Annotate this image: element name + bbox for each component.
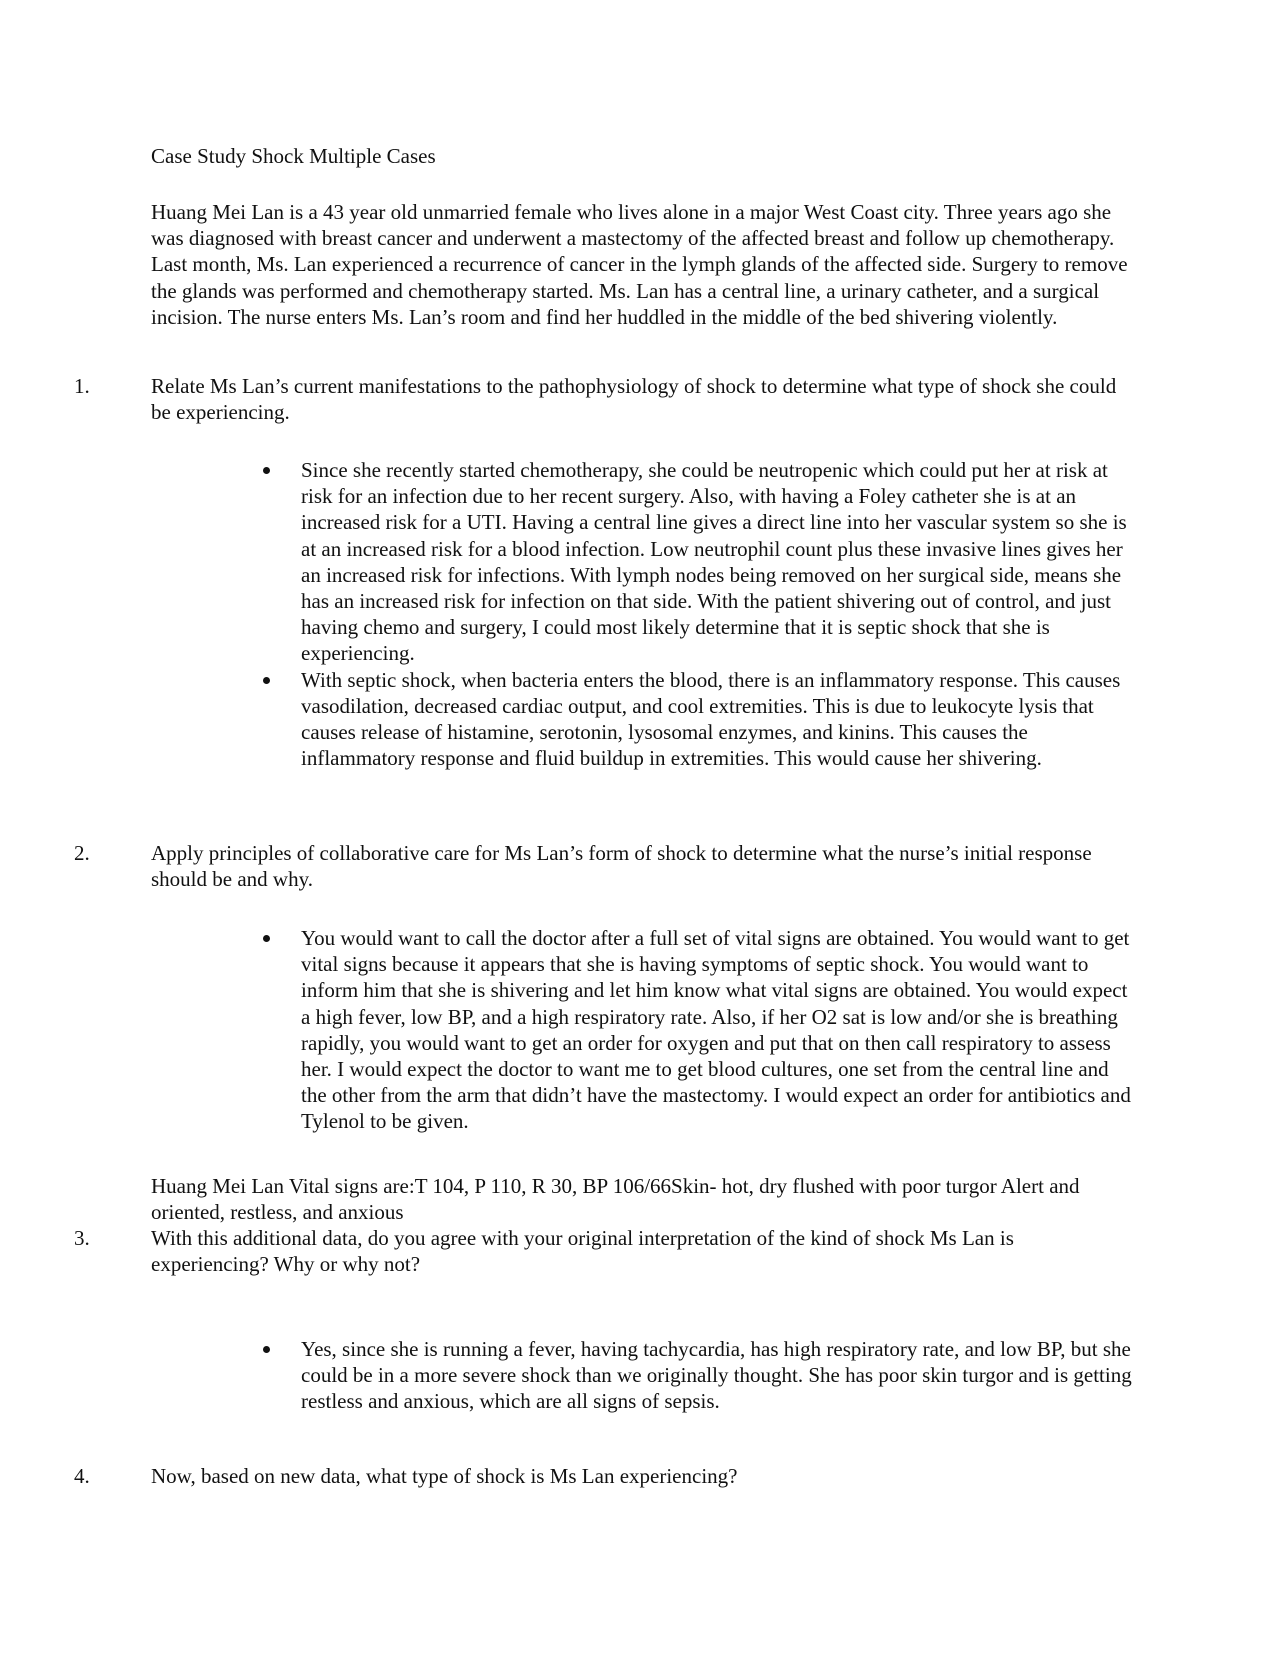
vital-signs-paragraph: Huang Mei Lan Vital signs are:T 104, P 110, R 30, BP 106/66Skin- hot, dry flushed with poor turgor Alert and oriented, restless, and anxious bbox=[151, 1174, 1080, 1225]
case-intro-paragraph: Huang Mei Lan is a 43 year old unmarried female who lives alone in a major West Coast city. Three years ago she was diagnosed with breast cancer and underwent a mastectomy of the affected breast and follow up chemotherapy. Last month, Ms. Lan experienced a recurrence of cancer in the lymph glands of the affected side. Surgery to remove the glands was performed and chemotherapy started. Ms. Lan has a central line, a urinary catheter, and a surgical incision. The nurse enters Ms. Lan’s room and find her huddled in the middle of the bed shivering violently. bbox=[151, 200, 1128, 329]
question-4-number: 4. bbox=[74, 1464, 90, 1488]
question-2-number: 2. bbox=[74, 841, 90, 865]
question-3-text: With this additional data, do you agree with your original interpretation of the kind of shock Ms Lan is experiencing? Why or why not? bbox=[151, 1226, 1014, 1277]
bullet-icon bbox=[263, 677, 270, 684]
list-item bbox=[301, 925, 1136, 1135]
question-1-answers bbox=[301, 457, 1136, 771]
answer-text: Yes, since she is running a fever, having tachycardia, has high respiratory rate, and low BP, but she could be in a more severe shock than we originally thought. She has poor skin turgor and is getting restless and anxious, which are all signs of sepsis. bbox=[301, 1337, 1132, 1414]
question-3-answers bbox=[301, 1336, 1136, 1415]
question-1-number: 1. bbox=[74, 374, 90, 398]
question-1-text: Relate Ms Lan’s current manifestations to the pathophysiology of shock to determine what type of shock she could be experiencing. bbox=[151, 374, 1117, 425]
question-3-number: 3. bbox=[74, 1226, 90, 1250]
document-title: Case Study Shock Multiple Cases bbox=[151, 144, 436, 168]
list-item bbox=[301, 1336, 1136, 1415]
question-4-text: Now, based on new data, what type of shock is Ms Lan experiencing? bbox=[151, 1464, 738, 1488]
bullet-icon bbox=[263, 467, 270, 474]
question-2-answers bbox=[301, 925, 1136, 1135]
answer-text: With septic shock, when bacteria enters the blood, there is an inflammatory response. This causes vasodilation, decreased cardiac output, and cool extremities. This is due to leukocyte lysis that causes release of histamine, serotonin, lysosomal enzymes, and kinins. This causes the inflammatory response and fluid buildup in extremities. This would cause her shivering. bbox=[301, 667, 1121, 771]
answer-text: You would want to call the doctor after a full set of vital signs are obtained. You would want to get vital signs because it appears that she is having symptoms of septic shock. You would want to inform him that she is shivering and let him know what vital signs are obtained. You would expect a high fever, low BP, and a high respiratory rate. Also, if her O2 sat is low and/or she is breathing rapidly, you would want to get an order for oxygen and put that on then call respiratory to assess her. I would expect the doctor to want me to get blood cultures, one set from the central line and the other from the arm that didn’t have the mastectomy. I would expect an order for antibiotics and Tylenol to be given. bbox=[301, 926, 1131, 1134]
question-2-text: Apply principles of collaborative care for Ms Lan’s form of shock to determine what the nurse’s initial response should be and why. bbox=[151, 841, 1092, 892]
list-item bbox=[301, 667, 1136, 772]
bullet-icon bbox=[263, 935, 270, 942]
answer-text: Since she recently started chemotherapy, she could be neutropenic which could put her at risk at risk for an infection due to her recent surgery. Also, with having a Foley catheter she is at an increased risk for a UTI. Having a central line gives a direct line into her vascular system so she is at an increased risk for a blood infection. Low neutrophil count plus these invasive lines gives her an increased risk for infections. With lymph nodes being removed on her surgical side, means she has an increased risk for infection on that side. With the patient shivering out of control, and just having chemo and surgery, I could most likely determine that it is septic shock that she is experiencing. bbox=[301, 458, 1127, 666]
bullet-icon bbox=[263, 1346, 270, 1353]
list-item bbox=[301, 457, 1136, 667]
